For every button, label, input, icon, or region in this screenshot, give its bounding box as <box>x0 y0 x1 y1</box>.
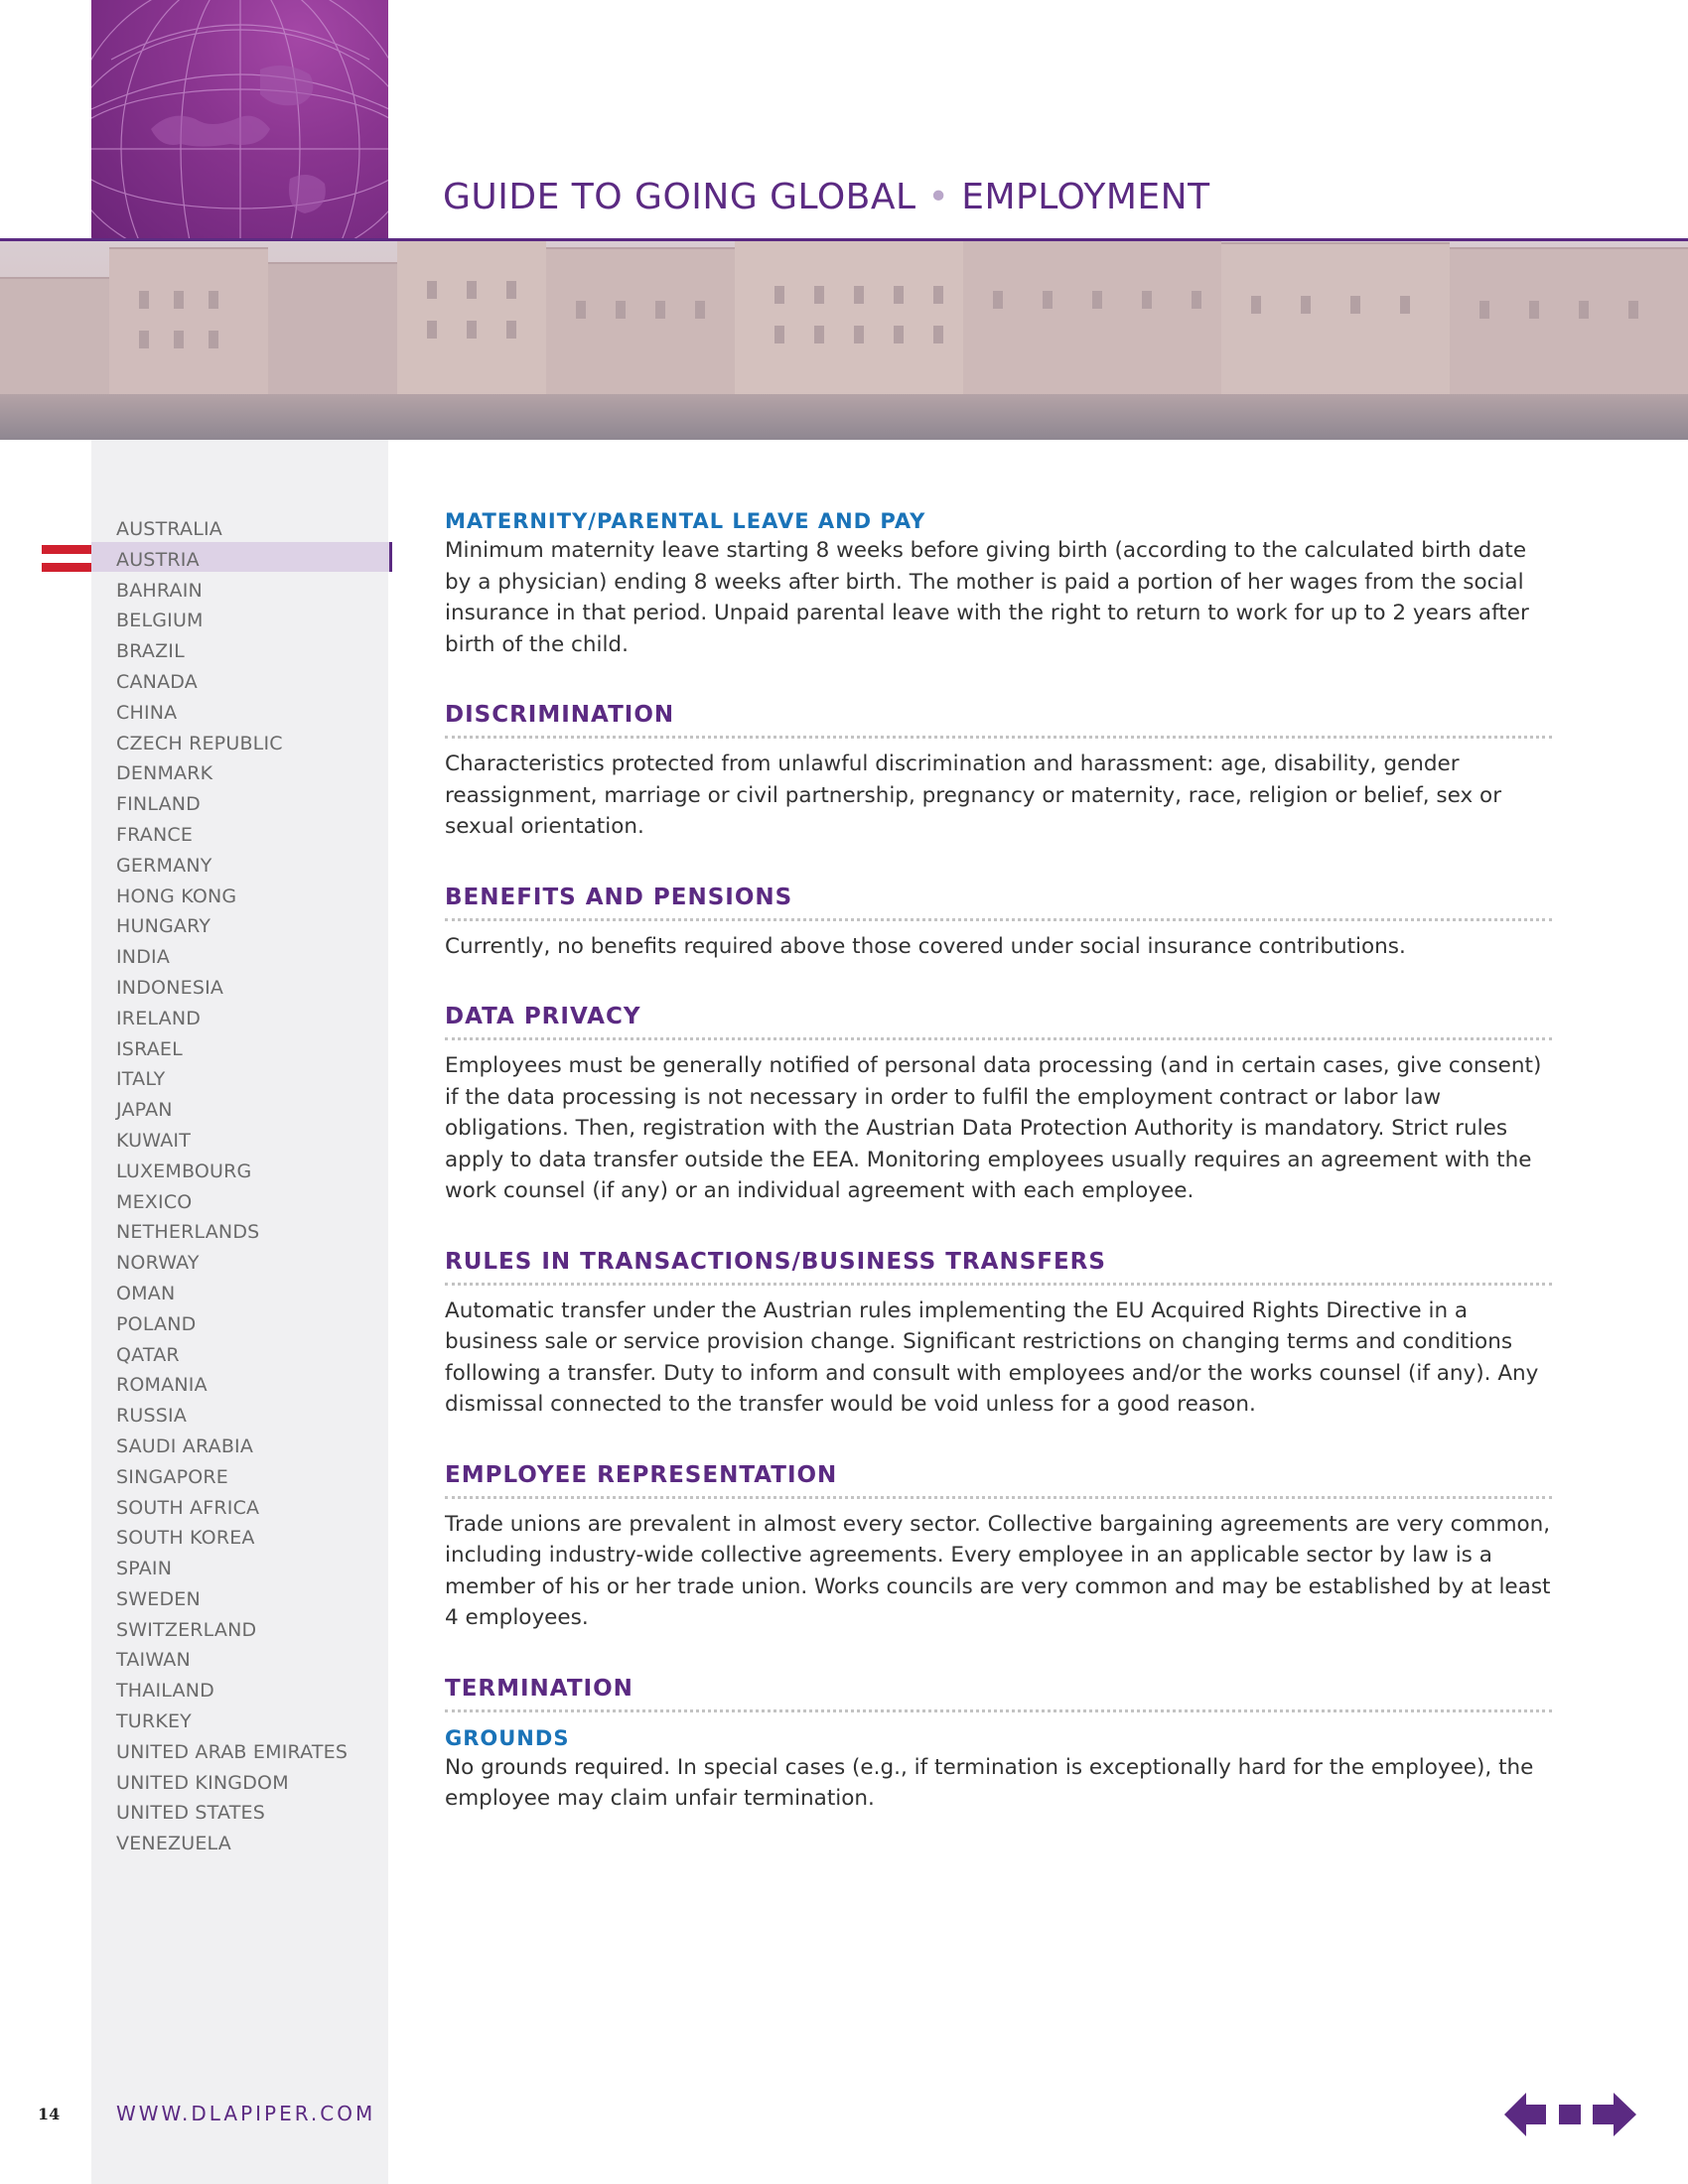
section-maternity <box>445 509 1552 660</box>
nav-item-oman[interactable]: OMAN <box>116 1282 176 1304</box>
nav-item-venezuela[interactable]: VENEZUELA <box>116 1833 231 1855</box>
maternity-heading: MATERNITY/PARENTAL LEAVE AND PAY <box>445 509 926 533</box>
main-content <box>445 509 1552 1856</box>
square-icon[interactable] <box>1559 2105 1581 2124</box>
transfers-text: Automatic transfer under the Austrian rules implementing the EU Acquired Rights Directive in a business sale or service provision change. Significant restrictions on changing terms and conditions following a transfer. Duty to inform and consult with employees and/or the works counsel (if any). Any dismissal connected to the transfer would be void unless for a good reason. <box>445 1297 1539 1417</box>
nav-item-mexico[interactable]: MEXICO <box>116 1190 193 1213</box>
nav-item-belgium[interactable]: BELGIUM <box>116 610 204 632</box>
nav-item-singapore[interactable]: SINGAPORE <box>116 1465 229 1488</box>
nav-item-hong-kong[interactable]: HONG KONG <box>116 885 237 907</box>
nav-item-south-africa[interactable]: SOUTH AFRICA <box>116 1496 260 1519</box>
nav-item-thailand[interactable]: THAILAND <box>116 1680 214 1703</box>
transfers-heading: RULES IN TRANSACTIONS/BUSINESS TRANSFERS <box>445 1249 1552 1286</box>
nav-item-japan[interactable]: JAPAN <box>116 1099 173 1122</box>
country-nav <box>116 514 388 1859</box>
section-data-privacy <box>445 1004 1552 1207</box>
nav-item-norway[interactable]: NORWAY <box>116 1252 200 1275</box>
nav-item-switzerland[interactable]: SWITZERLAND <box>116 1618 257 1641</box>
grounds-text: No grounds required. In special cases (e.g., if termination is exceptionally hard for the employee), the employee may claim unfair termination. <box>445 1754 1534 1811</box>
arrow-left-icon[interactable] <box>1504 2093 1546 2136</box>
nav-item-poland[interactable]: POLAND <box>116 1312 197 1335</box>
nav-item-saudi-arabia[interactable]: SAUDI ARABIA <box>116 1434 254 1457</box>
benefits-heading: BENEFITS AND PENSIONS <box>445 885 1552 921</box>
privacy-text: Employees must be generally notified of personal data processing (and in certain cases, give consent) if the data processing is not necessary in order to fulfil the employment contract or labor law obligations. Then, registration with the Austrian Data Protection Authority is mandatory. Strict rules apply to data transfer outside the EEA. Monitoring employees usually requires an agreement with the work counsel (if any) or an individual agreement with each employee. <box>445 1053 1542 1203</box>
nav-item-romania[interactable]: ROMANIA <box>116 1374 208 1397</box>
nav-item-czech-republic[interactable]: CZECH REPUBLIC <box>116 732 283 754</box>
nav-item-united-arab-emirates[interactable]: UNITED ARAB EMIRATES <box>116 1740 349 1763</box>
privacy-heading: DATA PRIVACY <box>445 1004 1552 1040</box>
globe-graphic <box>91 0 388 239</box>
arrow-right-icon[interactable] <box>1593 2093 1636 2136</box>
section-termination <box>445 1676 1552 1815</box>
discrimination-heading: DISCRIMINATION <box>445 702 1552 739</box>
nav-item-russia[interactable]: RUSSIA <box>116 1405 188 1428</box>
section-discrimination <box>445 702 1552 843</box>
nav-item-france[interactable]: FRANCE <box>116 823 194 846</box>
nav-item-spain[interactable]: SPAIN <box>116 1558 173 1580</box>
nav-item-kuwait[interactable]: KUWAIT <box>116 1129 192 1152</box>
nav-item-united-states[interactable]: UNITED STATES <box>116 1802 265 1825</box>
section-transfers <box>445 1249 1552 1421</box>
city-banner-image <box>0 241 1688 440</box>
section-representation <box>445 1462 1552 1634</box>
page-number: 14 <box>38 2105 61 2123</box>
nav-item-australia[interactable]: AUSTRALIA <box>116 518 222 540</box>
benefits-text: Currently, no benefits required above those covered under social insurance contributions. <box>445 933 1406 959</box>
grounds-subheading: GROUNDS <box>445 1725 570 1750</box>
nav-item-turkey[interactable]: TURKEY <box>116 1710 192 1733</box>
nav-item-luxembourg[interactable]: LUXEMBOURG <box>116 1160 252 1182</box>
termination-heading: TERMINATION <box>445 1676 1552 1712</box>
nav-item-hungary[interactable]: HUNGARY <box>116 915 211 938</box>
nav-item-qatar[interactable]: QATAR <box>116 1343 180 1366</box>
nav-item-indonesia[interactable]: INDONESIA <box>116 976 224 999</box>
nav-item-germany[interactable]: GERMANY <box>116 854 212 877</box>
austria-flag-icon <box>42 545 91 572</box>
nav-item-israel[interactable]: ISRAEL <box>116 1037 183 1060</box>
nav-item-austria[interactable]: AUSTRIA <box>116 548 200 571</box>
nav-item-denmark[interactable]: DENMARK <box>116 762 213 785</box>
guide-title: GUIDE TO GOING GLOBAL <box>443 177 916 217</box>
nav-item-taiwan[interactable]: TAIWAN <box>116 1649 191 1672</box>
nav-item-south-korea[interactable]: SOUTH KOREA <box>116 1527 255 1550</box>
nav-item-ireland[interactable]: IRELAND <box>116 1007 202 1029</box>
title-separator: • <box>927 177 950 217</box>
nav-item-china[interactable]: CHINA <box>116 701 178 724</box>
section-title: EMPLOYMENT <box>961 177 1210 217</box>
page-title <box>443 177 1210 217</box>
nav-item-bahrain[interactable]: BAHRAIN <box>116 579 203 602</box>
discrimination-text: Characteristics protected from unlawful discrimination and harassment: age, disability, gender reassignment, marriage or civil partnership, pregnancy or maternity, race, religion or belief, sex or sexual orientation. <box>445 751 1502 839</box>
nav-item-india[interactable]: INDIA <box>116 946 171 969</box>
nav-item-canada[interactable]: CANADA <box>116 670 198 693</box>
representation-heading: EMPLOYEE REPRESENTATION <box>445 1462 1552 1499</box>
nav-item-italy[interactable]: ITALY <box>116 1068 166 1091</box>
page-navigation <box>1504 2090 1643 2139</box>
nav-item-united-kingdom[interactable]: UNITED KINGDOM <box>116 1771 289 1794</box>
nav-item-sweden[interactable]: SWEDEN <box>116 1587 201 1610</box>
website-link[interactable]: WWW.DLAPIPER.COM <box>116 2102 376 2125</box>
maternity-text: Minimum maternity leave starting 8 weeks before giving birth (according to the calculated birth date by a physician) ending 8 weeks after birth. The mother is paid a portion of her wages from the social insurance in that period. Unpaid parental leave with the right to return to work for up to 2 years after birth of the child. <box>445 538 1529 657</box>
representation-text: Trade unions are prevalent in almost every sector. Collective bargaining agreements are very common, including industry-wide collective agreements. Every employee in an applicable sector by law is a member of his or her trade union. Works councils are very common and may be established by at least 4 employees. <box>445 1511 1551 1630</box>
nav-item-brazil[interactable]: BRAZIL <box>116 640 185 663</box>
nav-item-finland[interactable]: FINLAND <box>116 793 202 816</box>
section-benefits <box>445 885 1552 963</box>
nav-item-netherlands[interactable]: NETHERLANDS <box>116 1221 260 1244</box>
